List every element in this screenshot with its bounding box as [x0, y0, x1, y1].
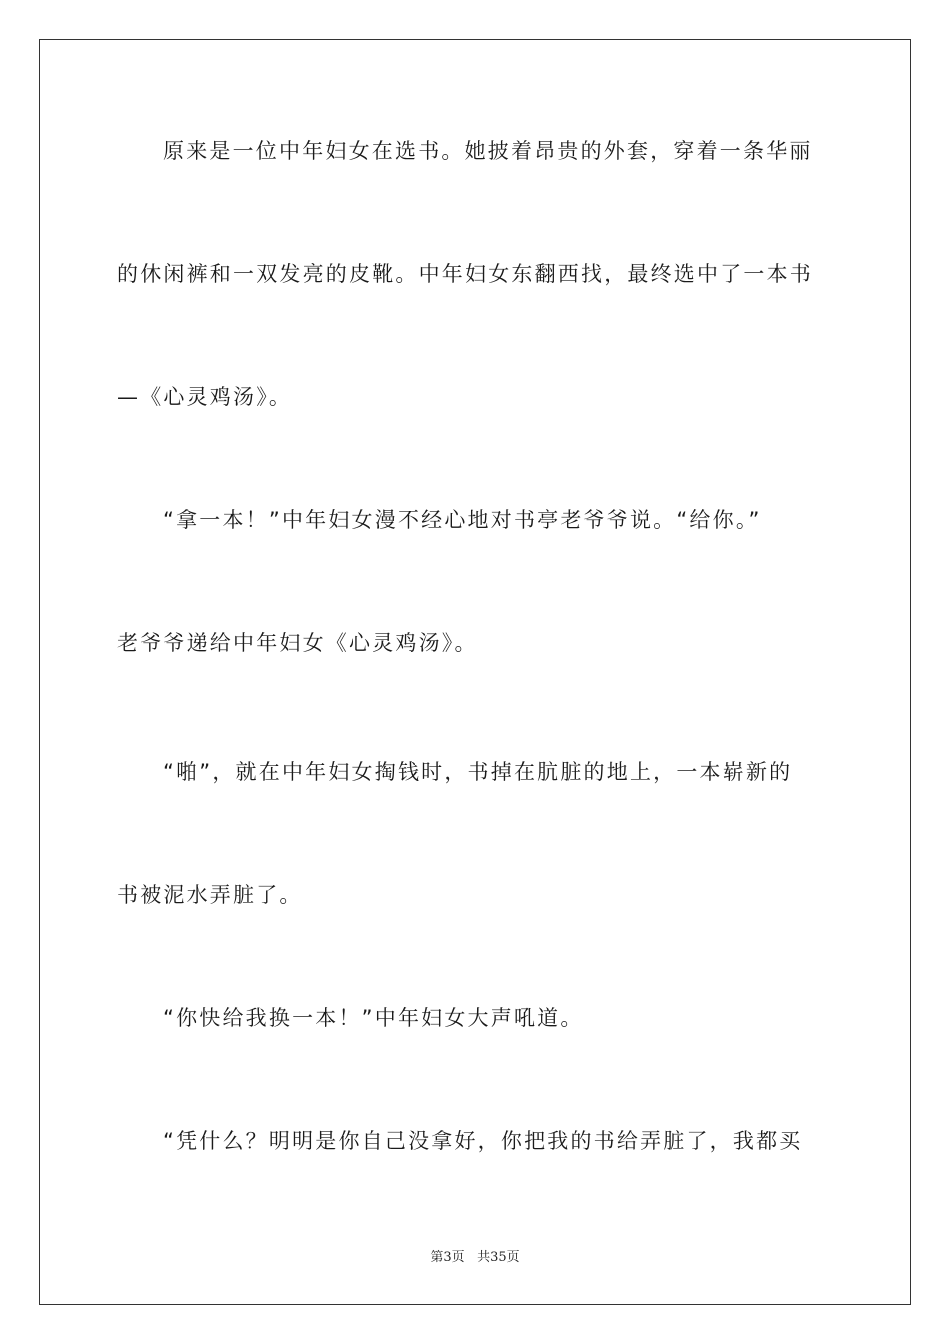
text-line-1: 原来是一位中年妇女在选书。她披着昂贵的外套，穿着一条华丽 [163, 139, 813, 163]
page-number: 第3页 [430, 1250, 465, 1265]
text-line-7: 书被泥水弄脏了。 [117, 883, 303, 907]
text-line-3: —《心灵鸡汤》。 [117, 385, 293, 409]
page-footer [0, 1249, 950, 1267]
page-total: 共35页 [477, 1250, 520, 1265]
text-line-8: “你快给我换一本！”中年妇女大声吼道。 [163, 1006, 584, 1030]
text-line-6: “啪”，就在中年妇女掏钱时，书掉在肮脏的地上，一本崭新的 [163, 760, 793, 784]
text-line-4: “拿一本！”中年妇女漫不经心地对书亭老爷爷说。“给你。” [163, 508, 762, 532]
page-border [39, 39, 911, 1305]
text-line-2: 的休闲裤和一双发亮的皮靴。中年妇女东翻西找，最终选中了一本书 [117, 262, 813, 286]
text-line-9: “凭什么？明明是你自己没拿好，你把我的书给弄脏了，我都买 [163, 1129, 803, 1153]
text-line-5: 老爷爷递给中年妇女《心灵鸡汤》。 [117, 631, 478, 655]
